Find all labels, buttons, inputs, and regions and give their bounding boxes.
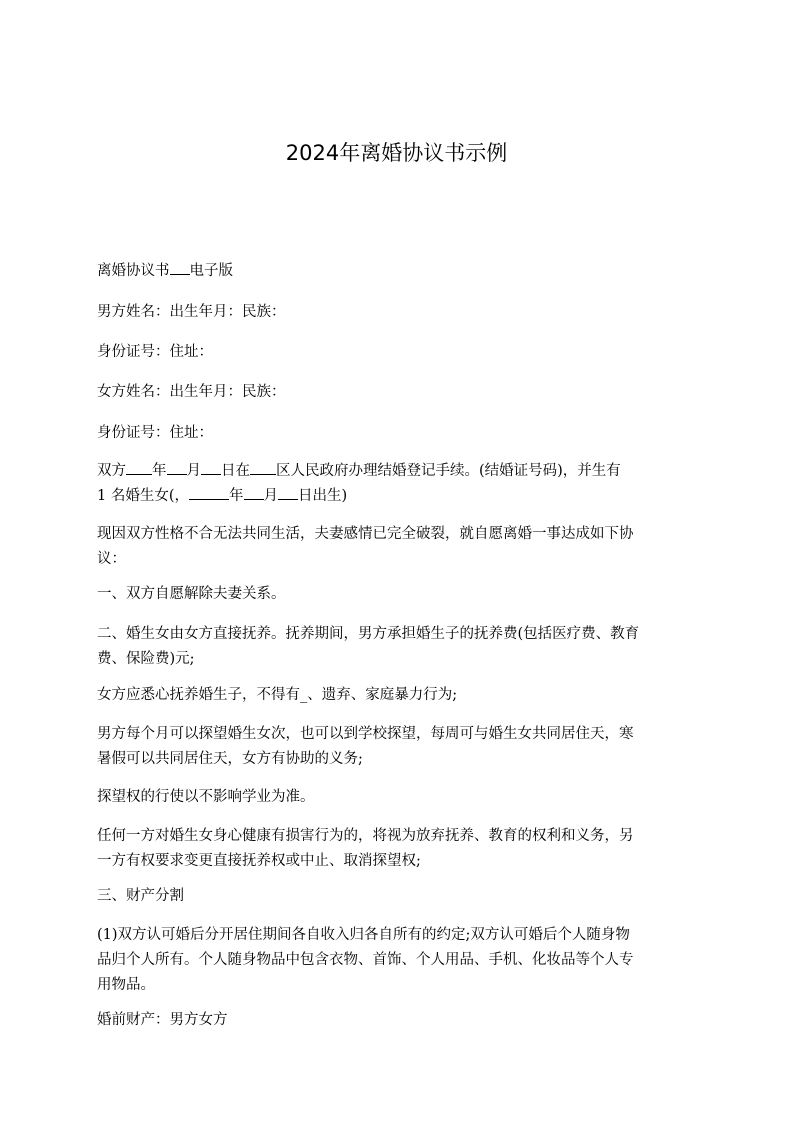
clause-3: 三、财产分割 [97, 888, 184, 904]
clause-1: 一、双方自愿解除夫妻关系。 [97, 586, 286, 602]
clause-2-line-2: 费、保险费)元; [97, 651, 195, 667]
marriage-text-9: 日出生) [298, 488, 348, 504]
reason-line-1: 现因双方性格不合无法共同生活，夫妻感情已完全破裂，就自愿离婚一事达成如下协 [97, 526, 634, 542]
visit-line-2: 暑假可以共同居住天，女方有协助的义务; [97, 751, 363, 767]
property-line-1: (1)双方认可婚后分开居住期间各自收入归各自所有的约定;双方认可婚后个人随身物 [97, 927, 630, 943]
fill-blank [250, 459, 276, 475]
fill-blank [189, 484, 229, 500]
heading-post: 电子版 [189, 263, 233, 279]
wife-duty-line: 女方应悉心抚养婚生子，不得有_、遗弃、家庭暴力行为; [97, 687, 458, 703]
visit-paragraph [97, 722, 697, 772]
marriage-paragraph [97, 459, 697, 509]
marriage-text-8: 月 [263, 488, 278, 504]
reason-line-2: 议： [97, 551, 126, 567]
clause-2-paragraph [97, 622, 697, 672]
premarital-line: 婚前财产：男方女方 [97, 1012, 228, 1028]
harm-paragraph [97, 824, 697, 874]
property-paragraph [97, 923, 697, 998]
heading-pre: 离婚协议书 [97, 263, 170, 279]
fill-blank [201, 459, 221, 475]
visit-limit-line: 探望权的行使以不影响学业为准。 [97, 789, 315, 805]
marriage-text-7: 年 [229, 488, 244, 504]
clause-2-line-1: 二、婚生女由女方直接抚养。抚养期间，男方承担婚生子的抚养费(包括医疗费、教育 [97, 626, 640, 642]
marriage-text-4: 日在 [221, 463, 250, 479]
fill-blank [278, 484, 298, 500]
marriage-text-2: 年 [152, 463, 167, 479]
reason-paragraph [97, 522, 697, 572]
document-title: 2024年离婚协议书示例 [285, 141, 508, 165]
wife-info-line: 女方姓名：出生年月：民族： [97, 384, 286, 400]
fill-blank [167, 459, 187, 475]
harm-line-1: 任何一方对婚生女身心健康有损害行为的，将视为放弃抚养、教育的权利和义务，另 [97, 828, 634, 844]
property-line-3: 用物品。 [97, 977, 155, 993]
wife-id-line: 身份证号：住址： [97, 425, 213, 441]
fill-blank [244, 484, 264, 500]
marriage-text-1: 双方 [97, 463, 126, 479]
harm-line-2: 一方有权要求变更直接抚养权或中止、取消探望权; [97, 853, 421, 869]
marriage-text-5: 区人民政府办理结婚登记手续。(结婚证号码)，并生有 [276, 463, 621, 479]
fill-blank [170, 259, 190, 275]
visit-line-1: 男方每个月可以探望婚生女次，也可以到学校探望，每周可与婚生女共同居住天，寒 [97, 726, 634, 742]
doc-heading-line [97, 259, 697, 284]
property-line-2: 品归个人所有。个人随身物品中包含衣物、首饰、个人用品、手机、化妆品等个人专 [97, 952, 634, 968]
husband-id-line: 身份证号：住址： [97, 344, 213, 360]
husband-info-line: 男方姓名：出生年月：民族： [97, 304, 286, 320]
marriage-text-6: 1 名婚生女(， [97, 488, 189, 504]
fill-blank [126, 459, 152, 475]
marriage-text-3: 月 [186, 463, 201, 479]
